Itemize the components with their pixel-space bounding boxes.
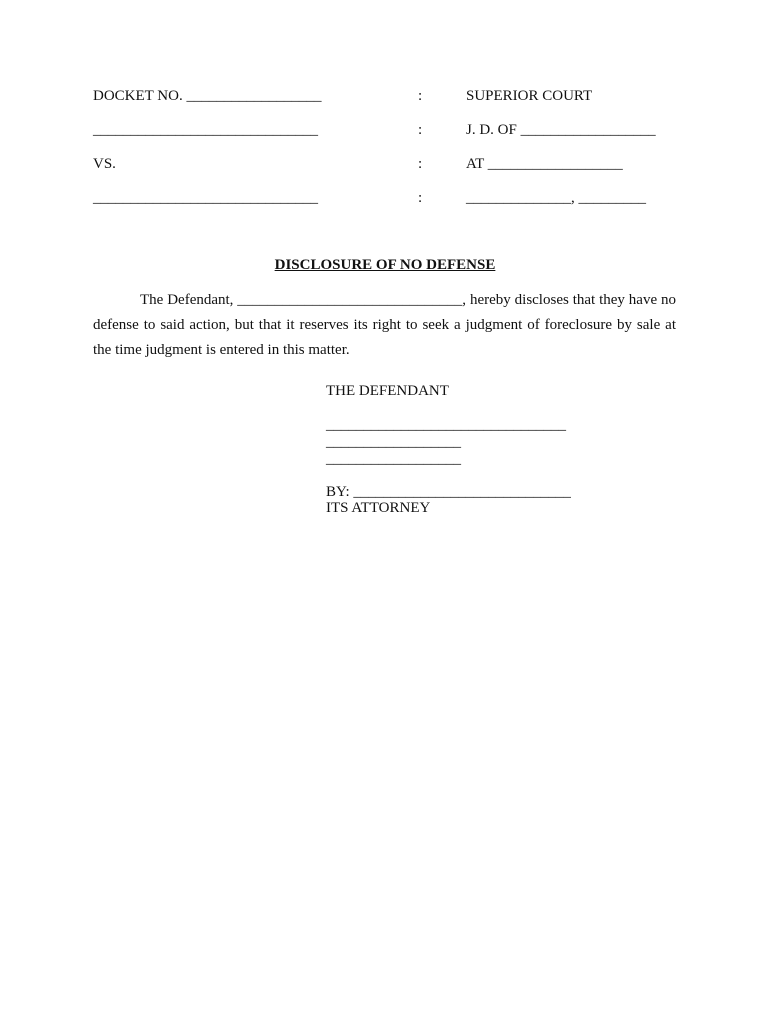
caption-colon: : [418, 190, 423, 206]
date-field: ______________, _________ [466, 190, 646, 206]
document-title: DISCLOSURE OF NO DEFENSE [274, 257, 496, 273]
defendant-name-field: ______________________________ [93, 190, 318, 206]
attorney-signature-line: BY: _____________________________ [326, 484, 571, 500]
signature-address-line: __________________ [326, 434, 461, 450]
caption-colon: : [418, 122, 423, 138]
judicial-district-field: J. D. OF __________________ [466, 122, 656, 138]
caption-colon: : [418, 156, 423, 172]
caption-colon: : [418, 88, 423, 104]
versus-label: VS. [93, 156, 116, 172]
attorney-role-label: ITS ATTORNEY [326, 500, 431, 516]
docket-number-field: DOCKET NO. __________________ [93, 88, 322, 104]
court-name: SUPERIOR COURT [466, 88, 593, 104]
plaintiff-name-field: ______________________________ [93, 122, 318, 138]
signature-line: ________________________________ [326, 417, 566, 433]
disclosure-paragraph: The Defendant, ______________________________, hereby discloses that they have no defense to said action, but that it reserves its right to seek a judgment of foreclosure by sale at the time judgment is entered in this matter. [93, 292, 676, 358]
signature-heading: THE DEFENDANT [326, 383, 449, 399]
location-field: AT __________________ [466, 156, 623, 172]
signature-address-line: __________________ [326, 451, 461, 467]
